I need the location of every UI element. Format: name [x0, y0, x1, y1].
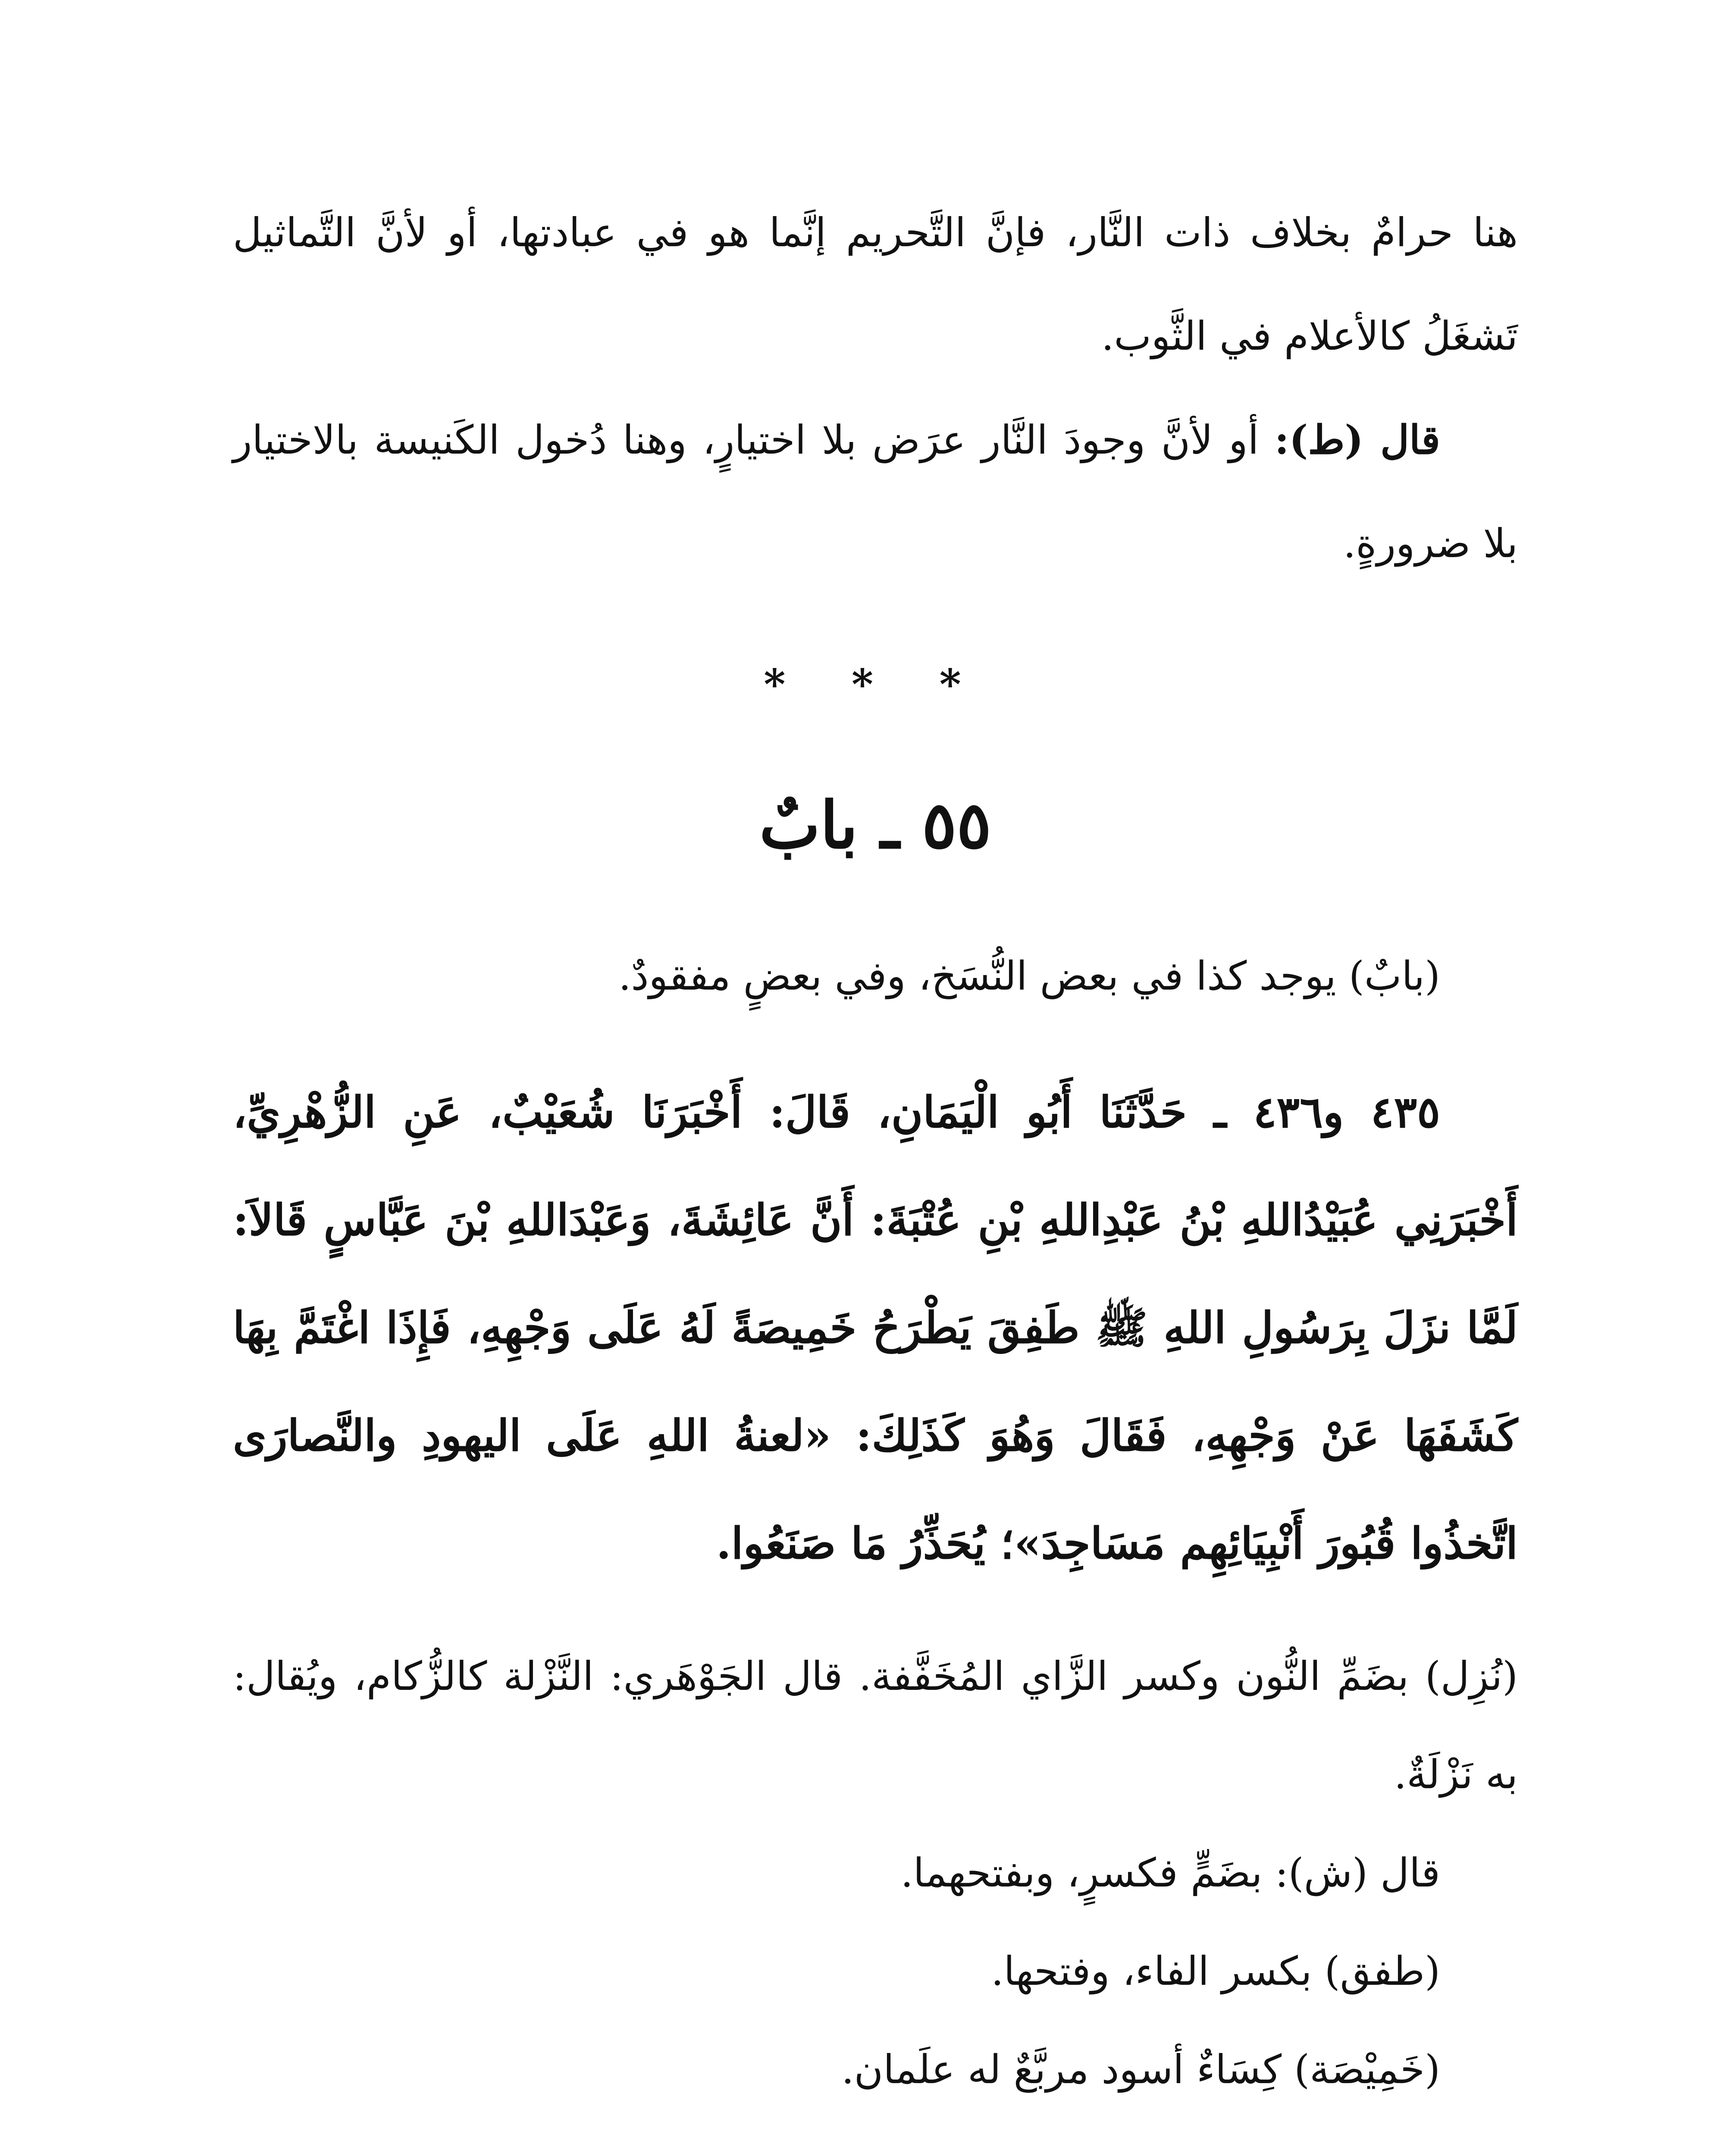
hadith-text: ٤٣٥ و٤٣٦ ـ حَدَّثَنَا أَبُو الْيَمَانِ، قَالَ: أَخْبَرَنَا شُعَيْبٌ، عَنِ الزُّهْرِيِّ، أَخْبَرَنِي عُبَيْدُاللهِ بْنُ عَبْدِاللهِ بْنِ عُتْبَةَ: أَنَّ عَائِشَةَ، وَعَبْدَاللهِ بْنَ عَبَّاسٍ قَالاَ: لَمَّا نزَلَ بِرَسُولِ اللهِ ﷺ طَفِقَ يَطْرَحُ خَمِيصَةً لَهُ عَلَى وَجْهِهِ، فَإِذَا اغْتَمَّ بِهَا كَشَفَهَا عَنْ وَجْهِهِ، فَقَالَ وَهُوَ كَذَلِكَ: «لعنةُ اللهِ عَلَى اليهودِ والنَّصارَى اتَّخذُوا قُبُورَ أَنْبِيَائِهِم مَسَاجِدَ»؛ يُحَذِّرُ مَا صَنَعُوا.	[233, 1087, 1518, 1569]
commentary-line-4: (خَمِيْصَة) كِسَاءٌ أسود مربَّعٌ له علَمان.	[841, 2046, 1440, 2093]
page-body	[233, 181, 1518, 2119]
commentary-indent-block	[233, 1824, 1518, 2119]
chapter-title: ٥٥ ـ بابٌ	[759, 787, 992, 863]
top-paragraph-2	[233, 388, 1518, 595]
chapter-note: (بابٌ) يوجد كذا في بعض النُّسَخ، وفي بعضٍ مفقودٌ.	[618, 953, 1440, 999]
commentary-line-2: قال (ش): بضَمٍّ فكسرٍ، وبفتحهما.	[900, 1850, 1440, 1896]
top-paragraph-2-text: أو لأنَّ وجودَ النَّار عرَض بلا اختيارٍ، وهنا دُخول الكَنيسة بالاختيار بلا ضرورةٍ.	[233, 417, 1518, 567]
top-paragraph-2-lead: قال (ط):	[1274, 417, 1440, 463]
section-separator: * * *	[764, 660, 987, 709]
top-paragraph-1: هنا حرامٌ بخلاف ذات النَّار، فإنَّ التَّحريم إنَّما هو في عبادتها، أو لأنَّ التَّماثيل تَشغَلُ كالأعلام في الثَّوب.	[233, 210, 1518, 359]
commentary-line-1: (نُزِل) بضَمِّ النُّون وكسر الزَّاي المُخَفَّفة. قال الجَوْهَري: النَّزْلة كالزُّكام، ويُقال: به نَزْلَةٌ.	[233, 1653, 1518, 1798]
commentary-line-3: (طفق) بكسر الفاء، وفتحها.	[991, 1948, 1440, 1994]
